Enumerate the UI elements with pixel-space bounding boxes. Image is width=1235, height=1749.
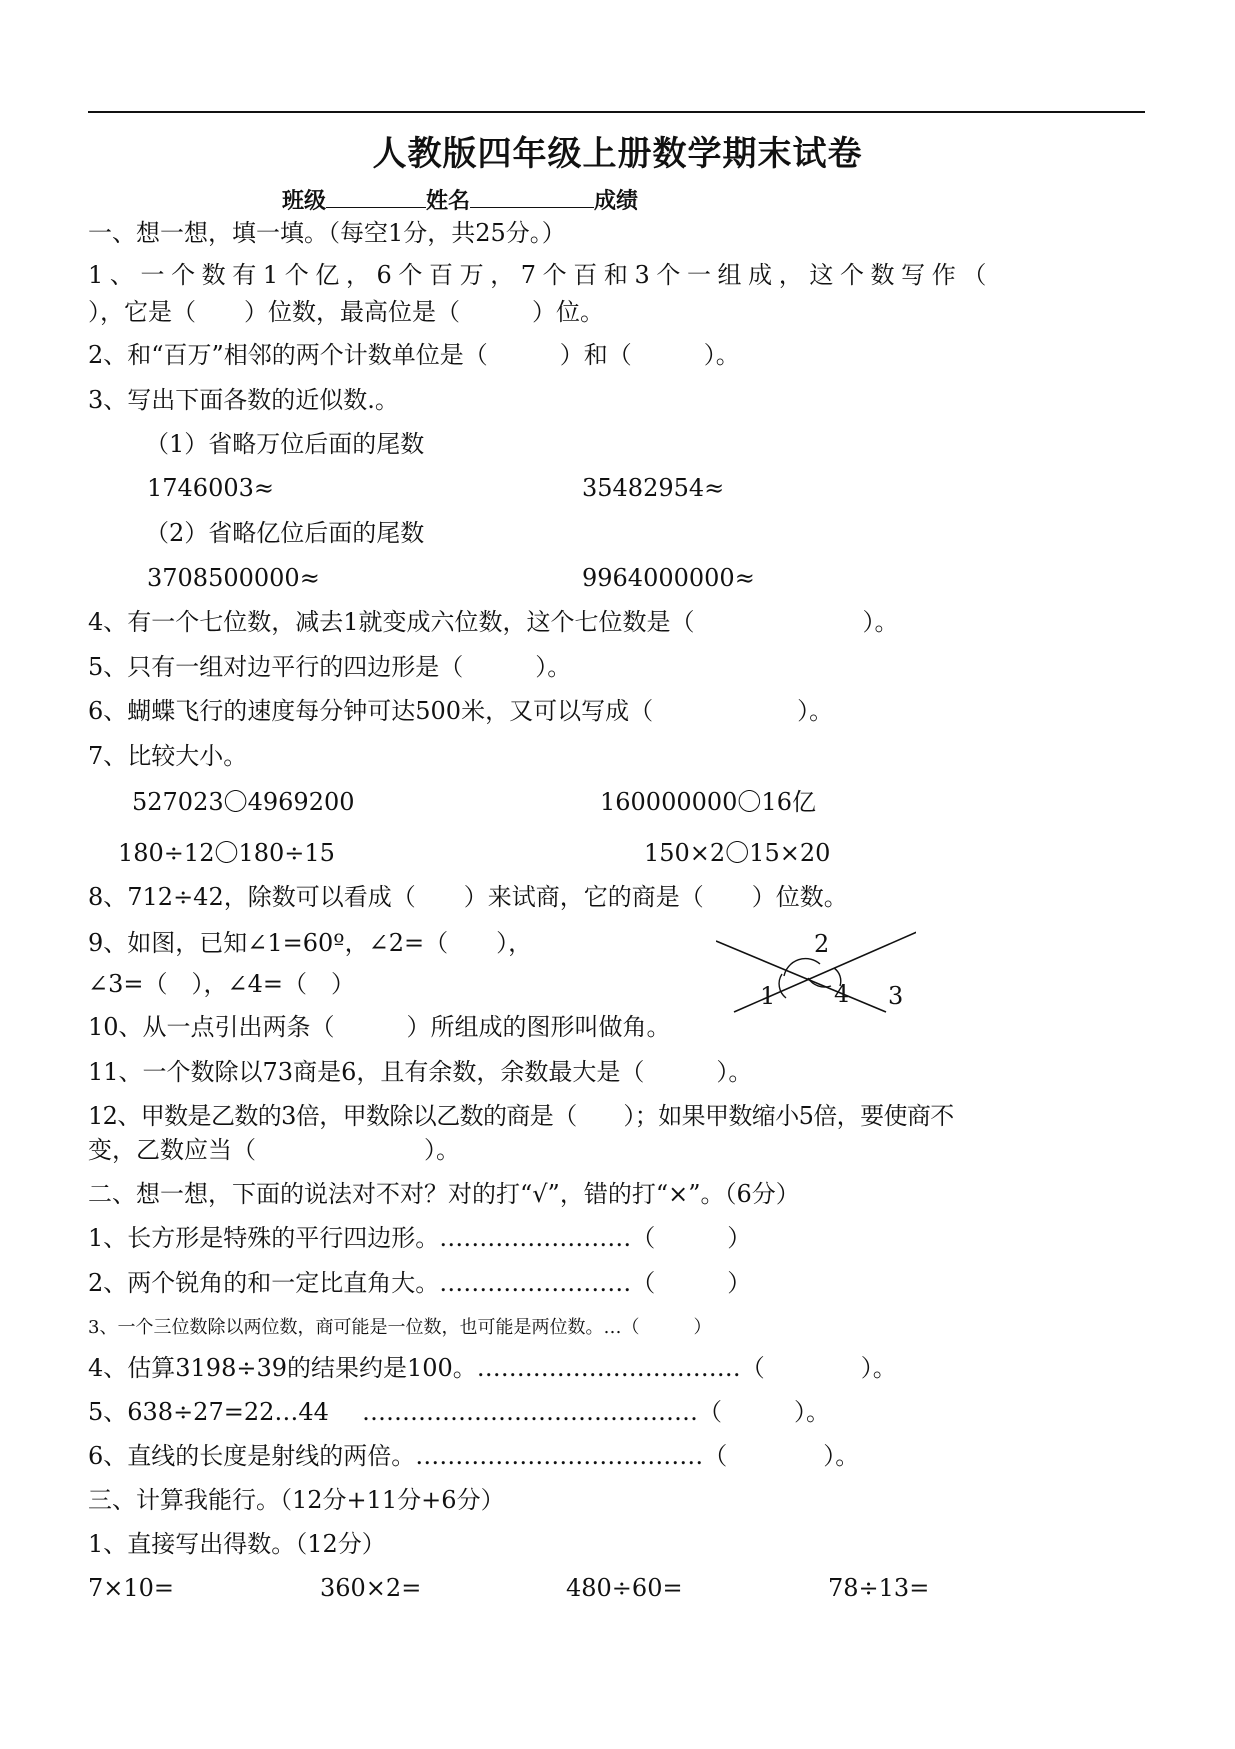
q1-line1: 1、一个数有1个亿，6个百万，7个百和3个一组成，这个数写作（ (88, 261, 993, 289)
angle-label-2: 2 (814, 930, 830, 958)
angle-arc-2 (784, 959, 820, 976)
angle-label-4: 4 (834, 980, 850, 1008)
q9-line2: ∠3=（ ），∠4=（ ） (88, 970, 355, 998)
section3-sub1: 1、直接写出得数。（12分） (88, 1530, 386, 1558)
top-rule (88, 111, 1145, 113)
q8: 8、712÷42，除数可以看成（ ）来试商，它的商是（ ）位数。 (88, 883, 848, 911)
angle-arc-1 (779, 974, 786, 998)
judge-q6: 6、直线的长度是射线的两倍。………………………………（ ）。 (88, 1442, 860, 1470)
section1-heading: 一、想一想，填一填。（每空1分，共25分。） (88, 219, 566, 247)
name-label: 姓名 (426, 189, 471, 214)
q6: 6、蝴蝶飞行的速度每分钟可达500米，又可以写成（ ）。 (88, 697, 834, 725)
q3-c: 3708500000≈ (147, 564, 320, 592)
class-label: 班级 (282, 189, 327, 214)
q1-line2: ），它是（ ）位数，最高位是（ ）位。 (88, 298, 604, 326)
q7-b: 160000000〇16亿 (600, 788, 816, 816)
page-title: 人教版四年级上册数学期末试卷 (372, 134, 863, 174)
judge-q1: 1、长方形是特殊的平行四边形。……………………（ ） (88, 1224, 752, 1252)
angle-arc-4 (808, 978, 831, 987)
q2: 2、和“百万”相邻的两个计数单位是（ ）和（ ）。 (88, 341, 740, 369)
figure-line-1 (716, 941, 886, 1012)
angle-label-3: 3 (888, 982, 904, 1010)
q7-c: 180÷12〇180÷15 (118, 839, 335, 867)
student-info-line (282, 184, 638, 215)
section2-heading: 二、想一想，下面的说法对不对？对的打“√”，错的打“×”。（6分） (88, 1180, 800, 1208)
q7-d: 150×2〇15×20 (644, 839, 831, 867)
q7: 7、比较大小。 (88, 742, 248, 770)
q10: 10、从一点引出两条（ ）所组成的图形叫做角。 (88, 1013, 671, 1041)
class-blank (326, 185, 426, 208)
q4: 4、有一个七位数，减去1就变成六位数，这个七位数是（ ）。 (88, 608, 899, 636)
judge-q2: 2、两个锐角的和一定比直角大。……………………（ ） (88, 1269, 752, 1297)
judge-q4: 4、估算3198÷39的结果约是100。……………………………（ ）。 (88, 1354, 897, 1382)
calc-1: 7×10= (88, 1574, 175, 1602)
score-label: 成绩 (594, 189, 639, 214)
calc-4: 78÷13= (828, 1574, 930, 1602)
name-blank (470, 185, 594, 208)
q3-a: 1746003≈ (147, 474, 274, 502)
section3-heading: 三、计算我能行。（12分+11分+6分） (88, 1486, 505, 1514)
q3-d: 9964000000≈ (582, 564, 755, 592)
q5: 5、只有一组对边平行的四边形是（ ）。 (88, 653, 572, 681)
q12-line2: 变，乙数应当（ ）。 (88, 1136, 460, 1164)
q3-b: 35482954≈ (582, 474, 725, 502)
q3-sub2: （2）省略亿位后面的尾数 (145, 519, 425, 547)
q11: 11、一个数除以73商是6，且有余数，余数最大是（ ）。 (88, 1058, 753, 1086)
q9-line1: 9、如图，已知∠1=60º，∠2=（ ）， (88, 929, 533, 957)
angle-label-1: 1 (760, 982, 776, 1010)
calc-2: 360×2= (320, 1574, 422, 1602)
judge-q3: 3、一个三位数除以两位数，商可能是一位数，也可能是两位数。…（ ） (88, 1317, 712, 1338)
q3: 3、写出下面各数的近似数.。 (88, 386, 399, 414)
judge-q5-blank: ……………………………………（ ）。 (362, 1398, 830, 1426)
angle-figure (716, 928, 916, 1018)
q3-sub1: （1）省略万位后面的尾数 (145, 430, 425, 458)
judge-q5-expression: 5、638÷27=22…44 (88, 1398, 329, 1426)
calc-3: 480÷60= (566, 1574, 683, 1602)
q12-line1: 12、甲数是乙数的3倍，甲数除以乙数的商是（ ）；如果甲数缩小5倍，要使商不 (88, 1102, 954, 1130)
q7-a: 527023〇4969200 (132, 788, 355, 816)
